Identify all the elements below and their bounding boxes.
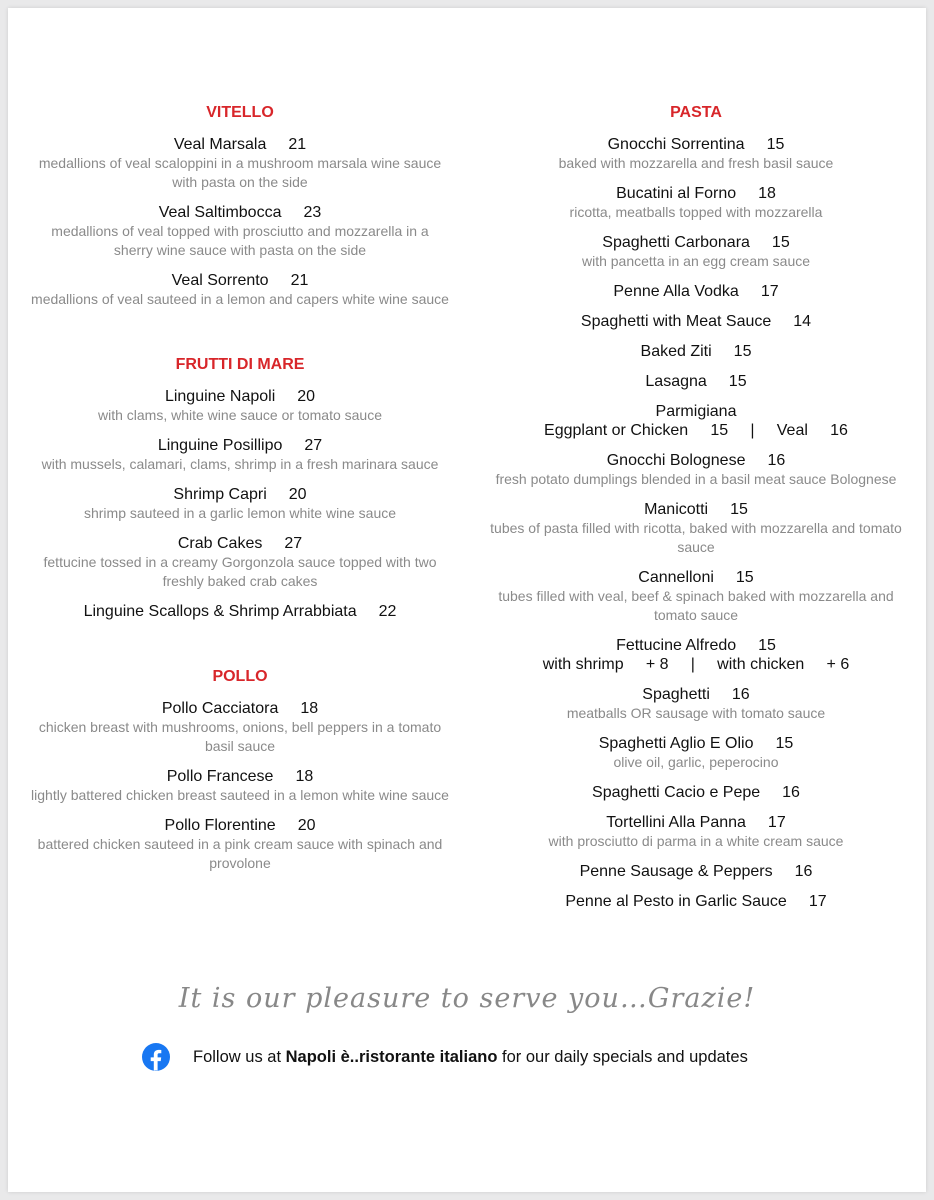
item-line: [30, 699, 450, 718]
item-options: Eggplant or Chicken 15 | Veal 16: [544, 422, 848, 439]
item-name: Pollo Florentine: [164, 817, 276, 834]
item-line: [490, 500, 902, 519]
item-line: [30, 203, 450, 222]
item-name: Spaghetti Cacio e Pepe: [592, 784, 761, 801]
item-name: Veal Saltimbocca: [158, 204, 282, 221]
item-name: Penne Alla Vodka: [613, 283, 739, 300]
item-description: baked with mozzarella and fresh basil sauce: [558, 155, 834, 171]
item-description: medallions of veal scaloppini in a mushroom marsala wine sauce with pasta on the side: [38, 155, 442, 190]
follow-text: [193, 1048, 748, 1067]
item-line: [490, 636, 902, 655]
menu-item: [490, 135, 902, 173]
item-price: 16: [794, 863, 813, 880]
section-title: PASTA: [670, 104, 722, 121]
menu-item: [490, 892, 902, 911]
item-description: olive oil, garlic, peperocino: [613, 754, 779, 770]
item-line: [490, 734, 902, 753]
menu-section: [30, 355, 450, 621]
item-description: chicken breast with mushrooms, onions, bell peppers in a tomato basil sauce: [38, 719, 442, 754]
item-name: Pollo Cacciatora: [161, 700, 279, 717]
item-line: [490, 372, 902, 391]
item-line: [30, 816, 450, 835]
menu-item: [30, 699, 450, 756]
item-line: [490, 892, 902, 911]
menu-item: [490, 312, 902, 331]
item-price: 18: [758, 185, 776, 202]
section-title: FRUTTI DI MARE: [175, 356, 305, 373]
item-price: 18: [300, 700, 319, 717]
menu-item: [30, 602, 450, 621]
item-price: 17: [808, 893, 827, 910]
menu-item: [490, 734, 902, 772]
item-description: tubes filled with veal, beef & spinach baked with mozzarella and tomato sauce: [498, 588, 894, 623]
item-price: 20: [297, 817, 316, 834]
item-line: [490, 783, 902, 802]
item-line: [490, 282, 902, 301]
item-name: Manicotti: [644, 501, 709, 518]
item-line: [490, 233, 902, 252]
item-price: 18: [295, 768, 314, 785]
item-name: Linguine Scallops & Shrimp Arrabbiata: [83, 603, 357, 620]
item-name: Spaghetti: [642, 686, 710, 703]
facebook-icon[interactable]: [142, 1043, 170, 1071]
item-description: medallions of veal topped with prosciutto and mozzarella in a sherry wine sauce with pasta on the side: [51, 223, 429, 258]
item-description: fresh potato dumplings blended in a basil meat sauce Bolognese: [495, 471, 897, 487]
menu-item: [30, 767, 450, 805]
item-price: 27: [304, 437, 323, 454]
item-line: [490, 342, 902, 361]
item-description: with clams, white wine sauce or tomato sauce: [97, 407, 382, 423]
item-price: 15: [771, 234, 790, 251]
menu-item: [490, 184, 902, 222]
menu-item: [30, 271, 450, 309]
item-price: 15: [766, 136, 785, 153]
item-description: battered chicken sauteed in a pink cream sauce with spinach and provolone: [37, 836, 443, 871]
item-line: [30, 271, 450, 290]
menu-item: [490, 636, 902, 674]
section-title: POLLO: [212, 668, 268, 685]
menu-item: [490, 813, 902, 851]
menu-item: [490, 568, 902, 625]
menu-item: [30, 816, 450, 873]
menu-item: [490, 783, 902, 802]
item-line: [30, 436, 450, 455]
item-price: 20: [297, 388, 316, 405]
item-name: Parmigiana: [655, 403, 737, 420]
item-description: meatballs OR sausage with tomato sauce: [566, 705, 826, 721]
item-name: Linguine Posillipo: [157, 437, 283, 454]
menu-section: [30, 103, 450, 309]
item-price: 21: [288, 136, 307, 153]
item-price: 16: [782, 784, 800, 801]
item-line: [30, 602, 450, 621]
item-name: Baked Ziti: [640, 343, 712, 360]
item-line: [490, 184, 902, 203]
item-price: 15: [758, 637, 776, 654]
menu-item: [30, 387, 450, 425]
menu-item: [490, 282, 902, 301]
item-line: [490, 813, 902, 832]
social-follow: [142, 1043, 842, 1071]
section-title: VITELLO: [206, 104, 274, 121]
item-name: Spaghetti Carbonara: [602, 234, 750, 251]
item-name: Pollo Francese: [166, 768, 274, 785]
item-line: [490, 568, 902, 587]
item-description: with prosciutto di parma in a white cream sauce: [548, 833, 844, 849]
menu-item: [30, 135, 450, 192]
follow-prefix: Follow us at: [193, 1047, 286, 1066]
item-price: 17: [767, 814, 786, 831]
menu-page: [8, 8, 926, 1192]
menu-section: [30, 667, 450, 873]
item-description: with pancetta in an egg cream sauce: [581, 253, 811, 269]
item-price: 15: [730, 501, 748, 518]
item-price: 21: [290, 272, 309, 289]
item-line: [30, 485, 450, 504]
item-price: 20: [288, 486, 307, 503]
item-price: 16: [767, 452, 786, 469]
left-column: [30, 103, 450, 919]
item-description: ricotta, meatballs topped with mozzarella: [569, 204, 823, 220]
item-price: 14: [793, 313, 812, 330]
item-line: [30, 767, 450, 786]
item-name: Veal Sorrento: [171, 272, 269, 289]
menu-item: [490, 402, 902, 440]
item-price: 17: [760, 283, 779, 300]
item-line: [30, 135, 450, 154]
item-name: Crab Cakes: [177, 535, 263, 552]
menu-item: [490, 685, 902, 723]
item-description: with mussels, calamari, clams, shrimp in a fresh marinara sauce: [41, 456, 439, 472]
item-line: [30, 387, 450, 406]
item-name: Gnocchi Bolognese: [606, 452, 746, 469]
item-price: 27: [284, 535, 303, 552]
item-price: 15: [775, 735, 794, 752]
restaurant-name-link[interactable]: Napoli è..ristorante italiano: [285, 1047, 498, 1066]
menu-item: [490, 372, 902, 391]
item-description: tubes of pasta filled with ricotta, baked with mozzarella and tomato sauce: [490, 520, 902, 555]
item-description: shrimp sauteed in a garlic lemon white wine sauce: [83, 505, 397, 521]
item-name: Shrimp Capri: [173, 486, 267, 503]
item-price: 15: [733, 343, 752, 360]
item-line: [30, 534, 450, 553]
item-name: Spaghetti with Meat Sauce: [580, 313, 772, 330]
item-name: Penne Sausage & Peppers: [579, 863, 773, 880]
item-price: 23: [303, 204, 322, 221]
item-name: Penne al Pesto in Garlic Sauce: [565, 893, 787, 910]
item-price: 15: [735, 569, 754, 586]
item-name: Cannelloni: [638, 569, 714, 586]
item-line: [490, 685, 902, 704]
item-line: [490, 312, 902, 331]
item-options: with shrimp + 8 | with chicken + 6: [542, 656, 850, 673]
item-price: 22: [378, 603, 397, 620]
menu-item: [490, 233, 902, 271]
right-column: [490, 103, 902, 922]
item-price: 16: [731, 686, 750, 703]
menu-item: [490, 342, 902, 361]
menu-item: [30, 485, 450, 523]
item-name: Lasagna: [645, 373, 707, 390]
menu-item: [30, 203, 450, 260]
item-name: Tortellini Alla Panna: [606, 814, 746, 831]
follow-suffix: for our daily specials and updates: [497, 1047, 748, 1066]
menu-item: [30, 534, 450, 591]
item-name: Spaghetti Aglio E Olio: [598, 735, 754, 752]
item-description: lightly battered chicken breast sauteed in a lemon white wine sauce: [31, 787, 449, 803]
item-price: 15: [728, 373, 747, 390]
menu-item: [490, 862, 902, 881]
menu-item: [490, 500, 902, 557]
item-line: [490, 135, 902, 154]
menu-item: [490, 451, 902, 489]
item-name: Fettucine Alfredo: [616, 637, 737, 654]
item-line: [490, 862, 902, 881]
item-name: Linguine Napoli: [164, 388, 276, 405]
item-name: Veal Marsala: [173, 136, 267, 153]
item-line: [490, 402, 902, 421]
item-description: fettucine tossed in a creamy Gorgonzola sauce topped with two freshly baked crab cakes: [43, 554, 437, 589]
item-line: [490, 451, 902, 470]
item-name: Gnocchi Sorrentina: [607, 136, 745, 153]
item-description: medallions of veal sauteed in a lemon and capers white wine sauce: [31, 291, 449, 307]
menu-item: [30, 436, 450, 474]
closing-quote: It is our pleasure to serve you…Grazie!: [178, 983, 756, 1014]
item-name: Bucatini al Forno: [616, 185, 737, 202]
